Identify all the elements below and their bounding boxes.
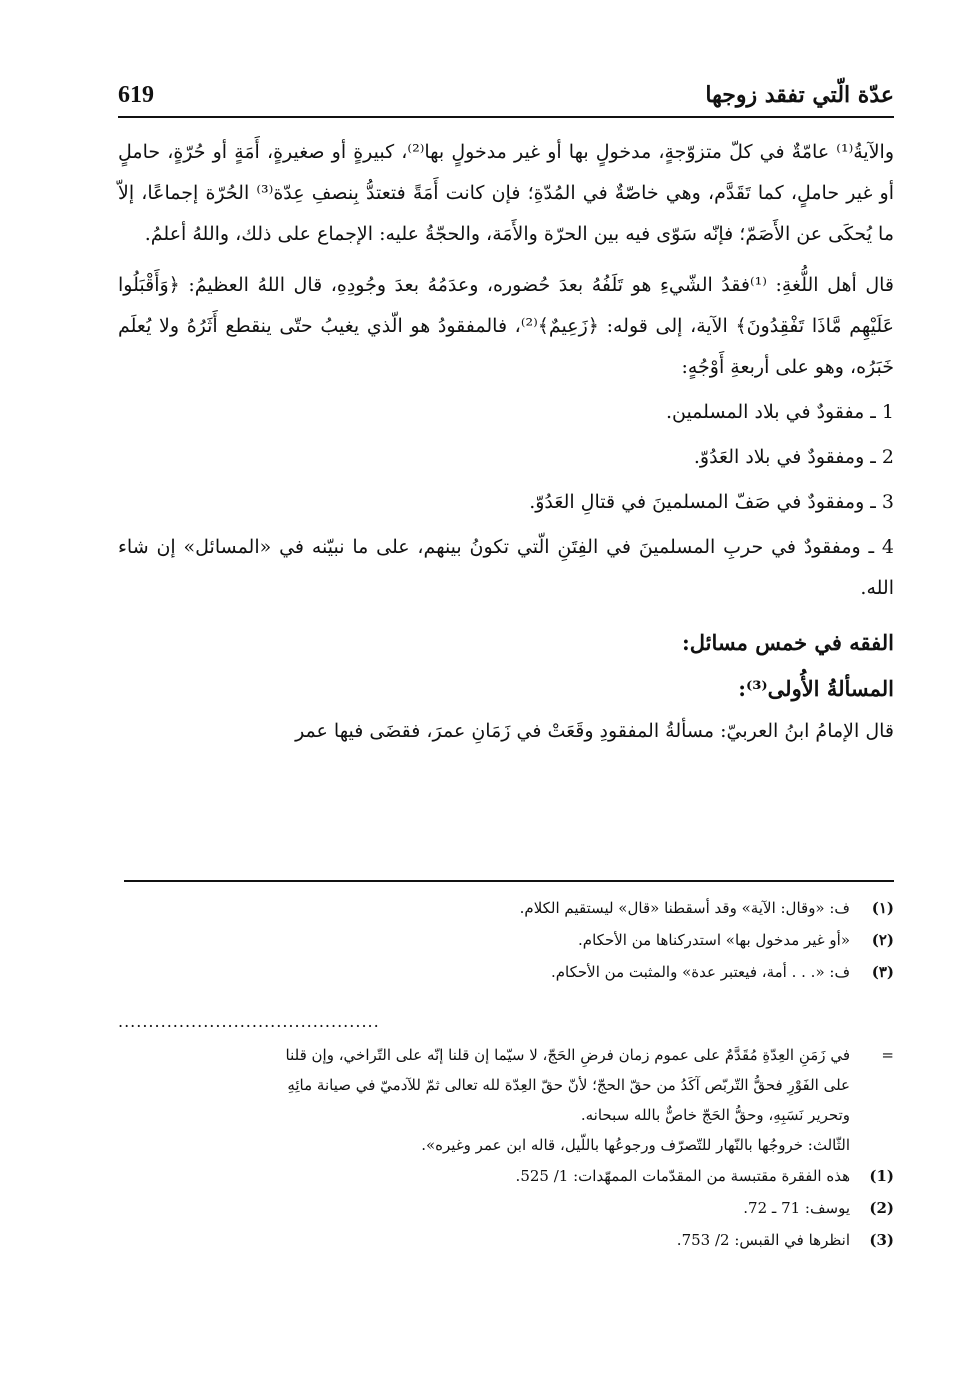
- continuation-mark: =: [881, 1046, 894, 1064]
- list-item-2: 2 ـ ومفقودٌ في بلاد العَدُوّ.: [693, 446, 894, 468]
- footnote-text: ف: «. . . أمة، فيعتبر عدة» والمثبت من الأحكام.: [551, 963, 850, 981]
- footnotes-continuation: [118, 1040, 894, 1256]
- continuation-line: وتحرير نَسَبِهِ، وحقُّ الحَجّ خاصٌّ بالله سبحانه.: [580, 1106, 850, 1124]
- footnote: [118, 1160, 894, 1192]
- footnote-number: (1): [869, 1167, 894, 1185]
- footnote-text: «أو غير مدخول بها» استدركناها من الأحكام.: [578, 931, 850, 949]
- section-subheading: المسألةُ الأُولى⁽³⁾:: [738, 676, 894, 701]
- footnote-text: انظرها في القبس: 2/ 753.: [676, 1231, 850, 1249]
- footnote-number: (3): [869, 1231, 894, 1249]
- footnote-rule: [124, 880, 894, 882]
- running-title: عدّة الّتي تفقد زوجها: [705, 82, 894, 108]
- footnote: [118, 956, 894, 988]
- continuation-line: [118, 1040, 894, 1070]
- list-item-4: 4 ـ ومفقودٌ في حربِ المسلمينَ في الفِتَنِ الّتي تكونُ بينهم، على ما نبيّنه في «المسائل» إن شاء الله.: [118, 536, 894, 599]
- footnotes-top: [118, 892, 894, 988]
- footnote: [118, 1224, 894, 1256]
- footnote-text: هذه الفقرة مقتبسة من المقدّمات الممهّدات: 1/ 525.: [515, 1167, 850, 1185]
- paragraph-ibn-al-arabi: قال الإمامُ ابنُ العربيّ: مسألةُ المفقودِ وقَعَتْ في زَمَانِ عمرَ، فقضَى فيها عمر: [295, 720, 894, 742]
- continuation-line: على الفَوْرِ فحقُّ التّربّص آكَدُ من حقّ الحجّ؛ لأنّ حقّ العِدّة لله تعالى ثمّ للآدميّ في صيانة مائِهِ: [287, 1076, 850, 1094]
- header-rule: [118, 116, 894, 118]
- footnote-number: (2): [869, 1199, 894, 1217]
- footnote-number: (١): [871, 899, 894, 917]
- page-header: [118, 78, 894, 118]
- continuation-line: الثّالث: خروجُها بالنّهار للتّصرّف ورجوعُها باللّيل، قاله ابن عمر وغيره».: [421, 1136, 850, 1154]
- footnote: [118, 924, 894, 956]
- footnote-number: (٣): [871, 963, 894, 981]
- footnote: [118, 1192, 894, 1224]
- dotted-separator: ...........................................: [118, 1012, 380, 1031]
- paragraph-verse-scope: والآيةُ⁽¹⁾ عامّةٌ في كلّ متزوّجةٍ، مدخولٍ بها أو غير مدخولٍ بها⁽²⁾، كبيرةٍ أو صغيرةٍ، أَمَةٍ أو حُرّةٍ، حاملٍ أو غير حاملٍ، كما تَقَدَّم، وهي خاصّةٌ في المُدّةِ؛ فإن كانت أَمَةً فتعتدُّ بِنصفِ عِدّة⁽³⁾ الحُرّة إجماعًا، إلاّ ما يُحكَى عن الأَصَمّ؛ فإنّه سَوّى فيه بين الحرّة والأَمَة، والحجّةُ عليه: الإجماع على ذلك، واللهُ أعلمُ.: [118, 141, 894, 245]
- continuation-text: في زَمَنِ العِدّةِ مُقَدَّمٌ على عموم زمان فرضِ الحَجّ، لا سيّما إن قلنا إنّه على التّراخي، وإن قلنا: [285, 1046, 850, 1064]
- footnote-number: (٢): [871, 931, 894, 949]
- main-text: [118, 132, 894, 752]
- page-number: 619: [118, 82, 154, 108]
- section-heading: الفقه في خمس مسائل:: [682, 630, 894, 655]
- list-item-1: 1 ـ مفقودٌ في بلاد المسلمين.: [665, 401, 894, 423]
- paragraph-missing-definition: قال أهل اللُّغةِ: ⁽¹⁾فقدُ الشّيءِ هو تَلَفُهُ بعدَ حُضوره، وعدَمُهُ بعدَ وجُودِهِ، قال اللهُ العظيمُ: ﴿وَأَقْبَلُوا عَلَيْهِم مَّاذَا تَفْقِدُونَ﴾ الآية، إلى قوله: ﴿زَعِيمٌ﴾⁽²⁾، فالمفقودُ هو الّذي يغيبُ حتّى ينقطع أَثَرُهُ ولا يُعلَم خَبَرُه، وهو على أربعةِ أَوْجُهٍ:: [118, 274, 895, 378]
- footnote-text: يوسف: 71 ـ 72.: [743, 1199, 850, 1217]
- list-item-3: 3 ـ ومفقودٌ في صَفّ المسلمينَ في قتالِ العَدُوّ.: [529, 491, 894, 513]
- footnote: [118, 892, 894, 924]
- footnote-text: ف: «وقال: الآية» وقد أسقطنا «قال» ليستقيم الكلام.: [519, 899, 850, 917]
